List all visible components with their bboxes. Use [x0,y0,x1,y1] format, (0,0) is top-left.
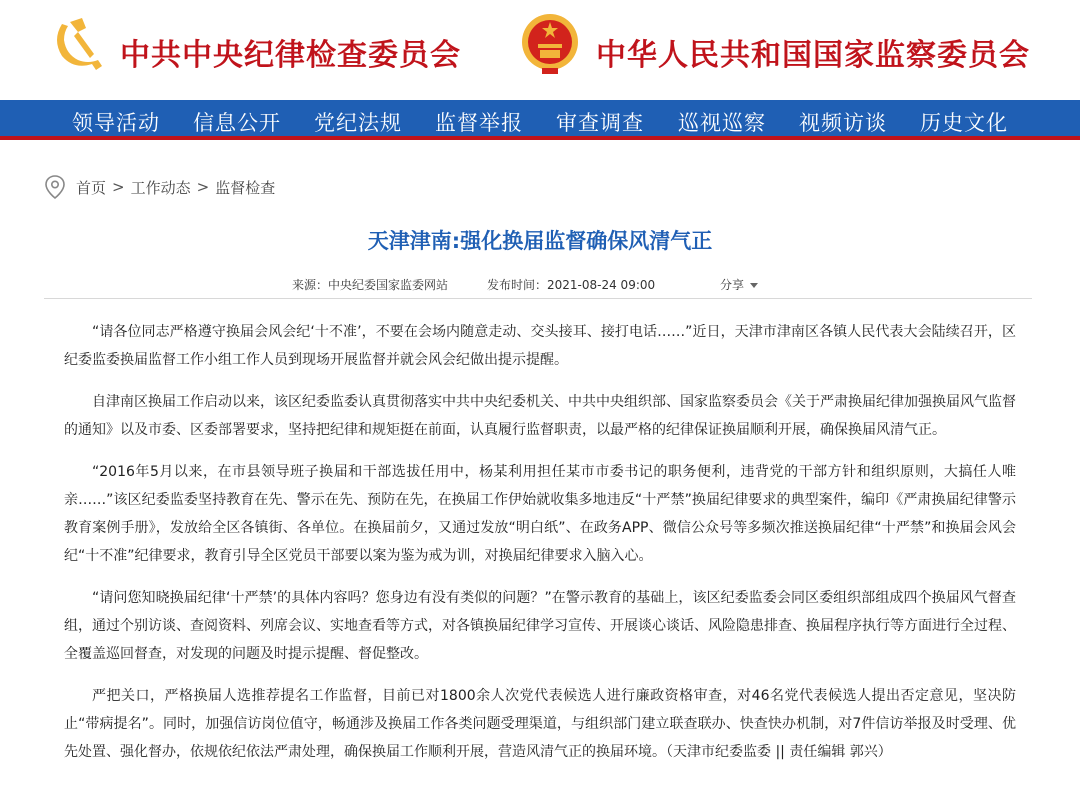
main-nav [0,100,1080,140]
breadcrumb-separator: > [112,178,125,196]
article-paragraph: “2016年5月以来，在市县领导班子换届和干部选拔任用中，杨某利用担任某市市委书记的职务便利，违背党的干部方针和组织原则，大搞任人唯亲……”该区纪委监委坚持教育在先、警示在先、预防在先，在换届工作伊始就收集多地违反“十严禁”换届纪律要求的典型案件，编印《严肃换届纪律警示教育案例手册》，发放给全区各镇街、各单位。在换届前夕，又通过发放“明白纸”、在政务APP、微信公众号等多频次推送换届纪律“十严禁”和换届会风会纪“十不准”纪律要求，教育引导全区党员干部要以案为鉴为戒为训，对换届纪律要求入脑入心。 [64,464,1016,564]
article-title: 天津津南:强化换届监督确保风清气正 [367,229,713,253]
nav-item-leadership[interactable]: 领导活动 [72,111,160,135]
ccdi-site-title[interactable]: 中共中央纪律检查委员会 [120,38,461,73]
share-label: 分享 [720,278,745,292]
article-body [64,318,1016,780]
nav-item-video[interactable]: 视频访谈 [799,111,887,135]
nav-item-history[interactable]: 历史文化 [920,111,1008,135]
site-header [0,0,1080,100]
nav-item-information[interactable]: 信息公开 [193,111,281,135]
national-emblem-icon [520,12,580,76]
article-meta [0,274,1080,294]
party-emblem-icon [48,14,104,74]
breadcrumb-separator: > [196,178,210,196]
nav-item-inspection[interactable]: 巡视巡察 [678,111,766,135]
nav-item-regulations[interactable]: 党纪法规 [314,111,402,135]
breadcrumb-work-news[interactable]: 工作动态 [130,178,191,197]
location-pin-icon [44,174,66,200]
chevron-down-icon [750,283,758,288]
article-publish-date: 发布时间：2021-08-24 09:00 [487,278,656,292]
article-paragraph: 严把关口，严格换届人选推荐提名工作监督，目前已对1800余人次党代表候选人进行廉政资格审查，对46名党代表候选人提出否定意见，坚决防止“带病提名”。同时，加强信访岗位值守，畅通涉及换届工作各类问题受理渠道，与组织部门建立联查联办、快查快办机制，对7件信访举报及时受理、优先处置、强化督办，依规依纪依法严肃处理，确保换届工作顺利开展，营造风清气正的换届环境。（天津市纪委监委 || 责任编辑 郭兴） [64,688,1016,760]
divider [44,298,1032,299]
nav-item-investigation[interactable]: 审查调查 [556,111,644,135]
article-paragraph: 自津南区换届工作启动以来，该区纪委监委认真贯彻落实中共中央纪委机关、中共中央组织部、国家监察委员会《关于严肃换届纪律加强换届风气监督的通知》以及市委、区委部署要求，坚持把纪律和规矩挺在前面，认真履行监督职责，以最严格的纪律保证换届顺利开展，确保换届风清气正。 [64,394,1016,438]
breadcrumb [44,172,275,202]
article-paragraph: “请各位同志严格遵守换届会风会纪‘十不准’，不要在会场内随意走动、交头接耳、接打电话……”近日，天津市津南区各镇人民代表大会陆续召开，区纪委监委换届监督工作小组工作人员到现场开展监督并就会风会纪做出提示提醒。 [64,324,1016,368]
share-button[interactable] [720,276,758,293]
nsc-site-title[interactable]: 中华人民共和国国家监察委员会 [596,38,1030,73]
breadcrumb-home[interactable]: 首页 [76,178,107,197]
breadcrumb-supervision[interactable]: 监督检查 [215,178,276,197]
nav-item-report[interactable]: 监督举报 [435,111,523,135]
article-source: 来源：中央纪委国家监委网站 [292,278,449,292]
article-paragraph: “请问您知晓换届纪律‘十严禁’的具体内容吗？您身边有没有类似的问题？”在警示教育的基础上，该区纪委监委会同区委组织部组成四个换届风气督查组，通过个别访谈、查阅资料、列席会议、实地查看等方式，对各镇换届纪律学习宣传、开展谈心谈话、风险隐患排查、换届程序执行等方面进行全过程、全覆盖巡回督查，对发现的问题及时提示提醒、督促整改。 [64,590,1016,662]
